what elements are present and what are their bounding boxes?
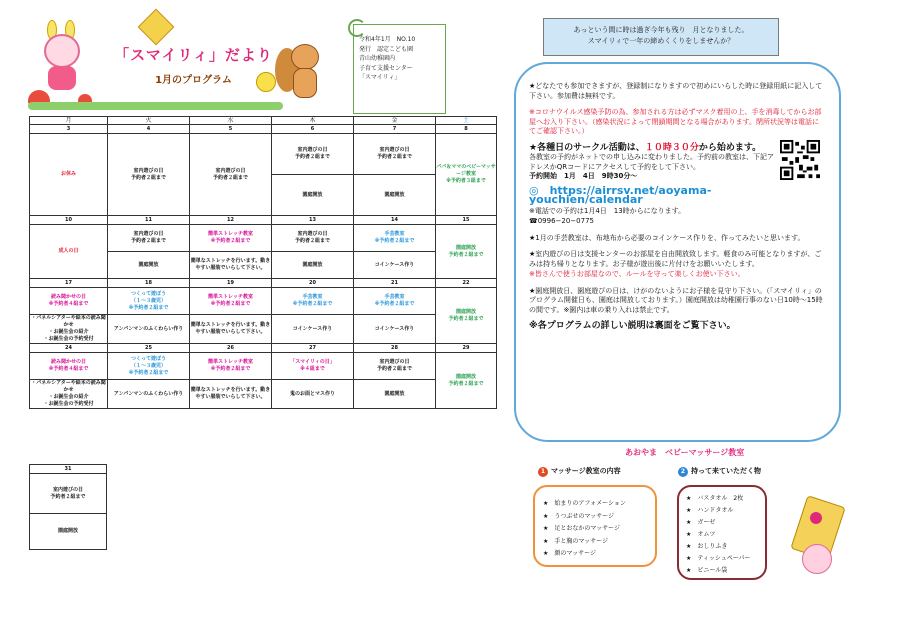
date-number: 26 xyxy=(190,344,272,353)
list-item-text: ハンドタオル xyxy=(697,507,734,514)
info-paragraph: ★どなたでも参加できますが、登録制になりますので初めにいらした時に登録用紙に記入して下さい。参加費は無料です。 xyxy=(529,82,823,100)
calendar-event: アンパンマンのふくわらい作り xyxy=(108,380,190,409)
publisher-line: 令和4年1月 NO.10 xyxy=(359,36,416,43)
calendar-event: 園庭開放 xyxy=(354,175,436,216)
date-number: 11 xyxy=(108,216,190,225)
bring-items-heading-text: 持って来ていただく物 xyxy=(691,467,761,475)
weekday-tue: 火 xyxy=(108,117,190,125)
bring-items-heading xyxy=(678,466,761,477)
calendar-event: ・パネルシアターや絵本の読み聞かせ ・お誕生会の紹介 ・お誕生会の予約受付 xyxy=(31,315,106,342)
massage-content-heading-text: マッサージ教室の内容 xyxy=(551,467,621,475)
grass-decoration xyxy=(28,102,283,110)
calendar-event: つくって遊ぼう （１〜３歳児） ※予約者２組まで xyxy=(108,288,190,315)
calendar-event: 室内遊びの日 予約者２組まで xyxy=(108,134,190,216)
list-item-text: 顔のマッサージ xyxy=(554,550,597,557)
list-item xyxy=(543,498,649,511)
calendar-event: 簡単ストレッチ教室 ※予約者２組まで xyxy=(190,225,272,252)
calendar-event: コインケース作り xyxy=(354,252,436,279)
list-item xyxy=(686,553,760,565)
star-icon: ★ xyxy=(686,519,698,526)
rules-notice: ※皆さんで使うお部屋なので、ルールを守って楽しくお使い下さい。 xyxy=(529,270,745,278)
publisher-line: 子育て支援センター xyxy=(359,64,413,72)
info-paragraph: ★1月の手芸教室は、布地布から必要のコインケース作りを、作ってみたいと思います。 xyxy=(529,233,805,242)
date-number: 6 xyxy=(272,125,354,134)
calendar-event: 手芸教室 ※予約者２組まで xyxy=(354,225,436,252)
circle-lead: ★各種日のサークル活動は、 xyxy=(529,142,645,153)
date-number: 15 xyxy=(436,216,497,225)
star-icon: ★ xyxy=(686,531,698,538)
calendar-event: ・パネルシアターや絵本の読み聞かせ ・お誕生会の紹介 ・お誕生会の予約受付 xyxy=(31,380,106,407)
weekday-header-row xyxy=(30,117,497,125)
calendar-event: パパ＆ママのベビーマッサージ教室 ※予約者３組まで xyxy=(436,134,497,216)
calendar-event: 読み聞かせの日 ※予約者４組まで xyxy=(30,353,108,380)
phone-note: ※電話での予約は1月4日 13時からになります。 xyxy=(529,206,686,215)
calendar-event: 室内遊びの日 予約者２組まで xyxy=(30,474,107,514)
event-row xyxy=(30,134,497,175)
list-item xyxy=(686,493,760,505)
star-icon: ★ xyxy=(686,543,698,550)
star-icon: ★ xyxy=(543,500,555,507)
date-number: 25 xyxy=(108,344,190,353)
monthly-calendar xyxy=(29,116,497,409)
chick-illustration xyxy=(256,72,276,92)
list-item xyxy=(686,505,760,517)
date-number: 7 xyxy=(354,125,436,134)
footer-note: ※各プログラムの詳しい説明は裏面をご覧下さい。 xyxy=(529,321,736,331)
circle-tail: から始めます。 xyxy=(698,142,762,153)
weekday-sat: 土 xyxy=(436,117,497,125)
vine-decoration xyxy=(348,19,366,37)
publisher-card xyxy=(353,24,446,114)
calendar-event: 室内遊びの日 予約者２組まで xyxy=(272,225,354,252)
date-number: 12 xyxy=(190,216,272,225)
calendar-event: 園庭開放 xyxy=(354,380,436,409)
date-number: 28 xyxy=(354,344,436,353)
calendar-event: 手芸教室 ※予約者２組まで xyxy=(354,288,436,315)
list-item-text: うつぶせのマッサージ xyxy=(554,512,615,520)
calendar-event: つくって遊ぼう （１〜３歳児） ※予約者２組まで xyxy=(108,353,190,380)
date-number: 5 xyxy=(190,125,272,134)
star-icon: ★ xyxy=(543,525,555,532)
list-item xyxy=(543,536,649,549)
calendar-event: 鬼のお面とマス作り xyxy=(272,380,354,409)
list-item-text: 手と胸のマッサージ xyxy=(554,537,609,545)
date-row xyxy=(30,216,497,225)
calendar-event: 室内遊びの日 予約者２組まで xyxy=(354,134,436,175)
greeting-box xyxy=(543,18,779,56)
massage-content-heading xyxy=(538,466,621,477)
date-number: 21 xyxy=(354,279,436,288)
date-number: 19 xyxy=(190,279,272,288)
date-number: 18 xyxy=(108,279,190,288)
date-number: 10 xyxy=(30,216,108,225)
bunny-child-illustration xyxy=(38,34,86,92)
event-row xyxy=(30,315,497,344)
date-number: 29 xyxy=(436,344,497,353)
calendar-week5 xyxy=(29,464,107,550)
weekday-mon: 月 xyxy=(30,117,108,125)
date-number: 20 xyxy=(272,279,354,288)
list-item-text: おしりふき xyxy=(697,543,728,550)
star-icon: ★ xyxy=(686,555,698,562)
circle-start-notice xyxy=(529,144,779,182)
calendar-event: 手芸教室 ※予約者２組まで xyxy=(272,288,354,315)
date-number: 4 xyxy=(108,125,190,134)
list-item-text: オムツ xyxy=(697,531,716,538)
reservation-info: 各教室の予約がネットでの申し込みに変わりました。予約前の教室は、下記アドレスかQRコードにアクセスして予約をして下さい。 xyxy=(529,153,774,171)
date-number: 17 xyxy=(30,279,108,288)
circle-2-icon: 2 xyxy=(678,467,688,477)
greeting-line: スマイリィで一年の締めくくりをしませんか？ xyxy=(587,37,735,45)
calendar-event: 室内遊びの日 予約者２組まで xyxy=(108,225,190,252)
list-item xyxy=(543,511,649,524)
publisher-line: 青山幼稚園内 xyxy=(359,55,396,62)
date-row xyxy=(30,125,497,134)
qr-code-icon[interactable] xyxy=(780,140,820,180)
calendar-event: 簡単なストレッチを行います。動きやすい服装でいらして下さい。 xyxy=(190,315,272,344)
date-row xyxy=(30,279,497,288)
greeting-line: あっという間に時は過ぎ今年も残り 月となりました。 xyxy=(573,26,749,34)
star-icon: ★ xyxy=(543,512,555,520)
newsletter-title: 「スマイリィ」だより xyxy=(114,46,273,64)
calendar-event: アンパンマンのふくわらい作り xyxy=(108,315,190,344)
weekday-wed: 水 xyxy=(190,117,272,125)
date-number: 8 xyxy=(436,125,497,134)
calendar-event: 園庭開放 xyxy=(108,252,190,279)
massage-class-title: あおやま ベビーマッサージ教室 xyxy=(625,448,745,457)
calendar-event: お休み xyxy=(30,134,108,216)
calendar-event: 簡単ストレッチ教室 ※予約者２組まで xyxy=(190,353,272,380)
list-item-text: ティッシュペーパー xyxy=(697,555,751,562)
calendar-event: 園庭開放 xyxy=(30,514,107,550)
circle-time: １０時３０分 xyxy=(644,142,699,153)
calendar-event: 園庭開放 xyxy=(272,175,354,216)
reservation-link[interactable]: ◎ https://airrsv.net/aoyama-youchien/calendar xyxy=(529,183,712,206)
list-item-text: 足とおなかのマッサージ xyxy=(554,525,621,532)
weekday-thu: 木 xyxy=(272,117,354,125)
info-box xyxy=(514,62,841,442)
list-item xyxy=(543,548,649,561)
event-row xyxy=(30,225,497,252)
publisher-line: 「スマイリィ」 xyxy=(359,74,401,81)
star-icon: ★ xyxy=(686,507,698,514)
list-item xyxy=(686,565,760,577)
list-item-text: ガーゼ xyxy=(697,519,716,526)
date-number: 3 xyxy=(30,125,108,134)
title-banner xyxy=(106,44,281,86)
star-icon: ★ xyxy=(543,537,555,545)
calendar-event: 室内遊びの日 予約者２組まで xyxy=(190,134,272,216)
newsletter-subtitle: 1月のプログラム xyxy=(155,75,232,86)
calendar-event: 簡単なストレッチを行います。動きやすい服装でいらして下さい。 xyxy=(190,380,272,409)
list-item-text: 始まりのアフォメーション xyxy=(554,500,626,507)
newsletter-header xyxy=(28,12,498,112)
info-paragraph: ★室内遊びの日は支援センターのお部屋を自由開放致します。軽食のみ可能となりますが、ごみは持ち帰りとなります。お子様が遊出後に片付けをお願いいたします。 xyxy=(529,250,822,268)
list-item-text: ビニール袋 xyxy=(697,567,728,574)
kite-illustration xyxy=(138,9,175,46)
list-item xyxy=(686,517,760,529)
list-item xyxy=(686,541,760,553)
calendar-event: 室内遊びの日 予約者２組まで xyxy=(272,134,354,175)
bring-items-list xyxy=(677,485,767,580)
info-paragraph: ★園庭開放日、園庭遊びの日は、けがのないようにお子様を見守り下さい。（「スマイリィ」のプログラム開催日も、園庭は開放しております。）園庭開放は幼稚園行事のない日10時〜15時の間です。※園内は車の乗り入れは禁止です。 xyxy=(529,286,823,314)
list-item xyxy=(543,523,649,536)
calendar-event: 簡単なストレッチを行います。動きやすい服装でいらして下さい。 xyxy=(190,252,272,279)
calendar-event: 成人の日 xyxy=(30,225,108,279)
date-number: 27 xyxy=(272,344,354,353)
circle-1-icon: 1 xyxy=(538,467,548,477)
date-number: 14 xyxy=(354,216,436,225)
new-year-bunny-illustration xyxy=(790,500,850,580)
calendar-event: コインケース作り xyxy=(354,315,436,344)
event-row xyxy=(30,288,497,315)
date-row xyxy=(30,344,497,353)
weekday-fri: 金 xyxy=(354,117,436,125)
calendar-event: 園庭開放 予約者２組まで xyxy=(436,225,497,279)
calendar-event: 園庭開放 xyxy=(272,252,354,279)
covid-notice: ※コロナウイルス感染予防の為、参加される方は必ずマスク着用の上、手を消毒してからお部屋へお入り下さい。（感染状況によって閉鎖期間となる場合があります。閉所状況等は電話にてご確認下さい。） xyxy=(529,108,822,135)
list-item xyxy=(686,529,760,541)
calendar-event: 読み聞かせの日 ※予約者４組まで xyxy=(30,288,108,315)
calendar-event: 「スマイリィの日」 ※４組まで xyxy=(272,353,354,380)
list-item-text: バスタオル 2枚 xyxy=(697,495,744,502)
date-number: 22 xyxy=(436,279,497,288)
calendar-event: 園庭開放 予約者２組まで xyxy=(436,288,497,344)
calendar-event: 園庭開放 予約者２組まで xyxy=(436,353,497,409)
squirrel-illustration xyxy=(275,42,321,102)
event-row xyxy=(30,353,497,380)
calendar-event: コインケース作り xyxy=(272,315,354,344)
date-number: 13 xyxy=(272,216,354,225)
reservation-start: 予約開始 1月 4日 9時30分〜 xyxy=(529,172,638,180)
star-icon: ★ xyxy=(686,567,698,574)
event-row xyxy=(30,380,497,409)
massage-content-list xyxy=(533,485,657,567)
date-number: 24 xyxy=(30,344,108,353)
star-icon: ★ xyxy=(543,550,555,557)
publisher-line: 発行 認定こども園 xyxy=(359,45,414,53)
phone-number: ☎0996−20−0775 xyxy=(529,217,594,225)
calendar-event: 簡単ストレッチ教室 ※予約者２組まで xyxy=(190,288,272,315)
star-icon: ★ xyxy=(686,495,698,502)
date-number: 31 xyxy=(30,465,107,474)
calendar-event: 室内遊びの日 予約者２組まで xyxy=(354,353,436,380)
